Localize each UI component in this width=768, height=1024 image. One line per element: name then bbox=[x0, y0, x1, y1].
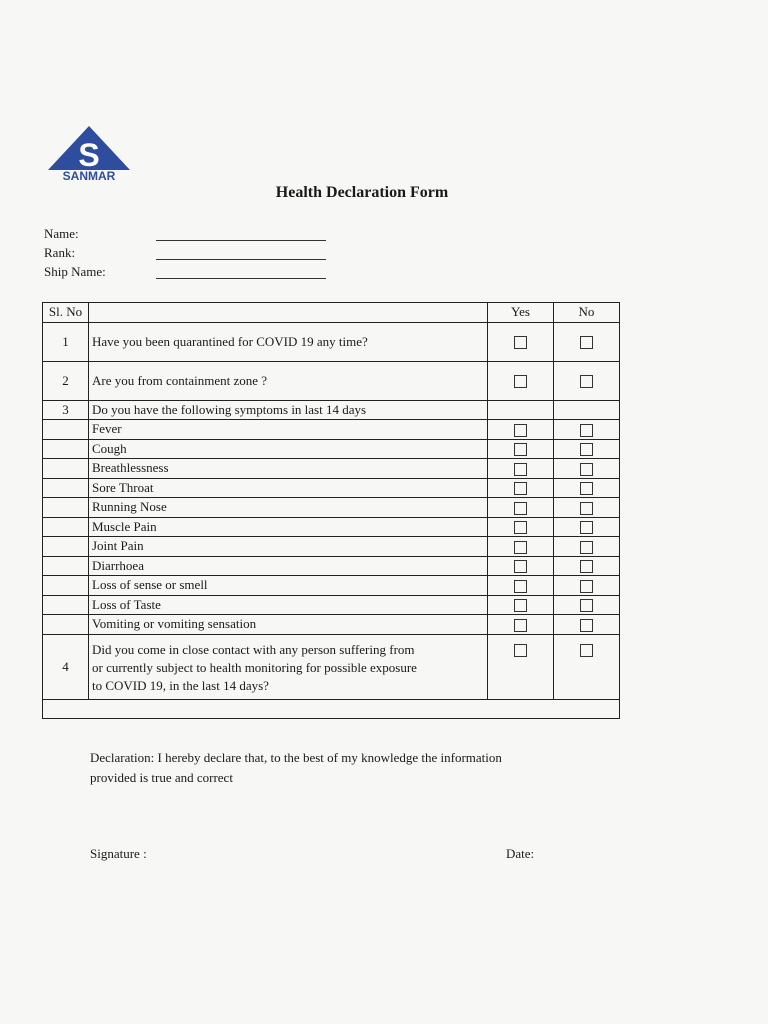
table-row bbox=[43, 361, 620, 400]
no-checkbox[interactable] bbox=[580, 502, 593, 515]
question-text: Are you from containment zone ? bbox=[89, 361, 488, 400]
rank-field[interactable] bbox=[156, 259, 326, 260]
question-text bbox=[89, 634, 488, 699]
symptom-row bbox=[43, 615, 620, 635]
symptom-row bbox=[43, 537, 620, 557]
table-row bbox=[43, 322, 620, 361]
yes-checkbox[interactable] bbox=[514, 619, 527, 632]
health-question-table bbox=[42, 302, 620, 719]
question-text: Have you been quarantined for COVID 19 any time? bbox=[89, 322, 488, 361]
svg-text:S: S bbox=[78, 137, 100, 173]
no-checkbox[interactable] bbox=[580, 619, 593, 632]
header-yes: Yes bbox=[488, 303, 554, 323]
rank-label: Rank: bbox=[44, 245, 76, 260]
ship-name-label: Ship Name: bbox=[44, 264, 106, 279]
row-sl: 1 bbox=[43, 322, 89, 361]
question-line: or currently subject to health monitoring for possible exposure bbox=[92, 659, 417, 675]
no-checkbox[interactable] bbox=[580, 424, 593, 437]
table-blank-row bbox=[43, 699, 620, 719]
symptom-label: Cough bbox=[89, 439, 488, 459]
no-checkbox[interactable] bbox=[580, 560, 593, 573]
ship-name-field[interactable] bbox=[156, 278, 326, 279]
symptom-row bbox=[43, 420, 620, 440]
logo-brand-text: SANMAR bbox=[62, 169, 116, 183]
yes-checkbox[interactable] bbox=[514, 644, 527, 657]
yes-checkbox[interactable] bbox=[514, 375, 527, 388]
table-row bbox=[43, 400, 620, 420]
table-header-row bbox=[43, 303, 620, 323]
symptom-label: Loss of sense or smell bbox=[89, 576, 488, 596]
symptom-label: Loss of Taste bbox=[89, 595, 488, 615]
header-sl-no: Sl. No bbox=[43, 303, 89, 323]
no-checkbox[interactable] bbox=[580, 599, 593, 612]
question-line: Did you come in close contact with any person suffering from bbox=[92, 641, 415, 657]
header-no: No bbox=[554, 303, 620, 323]
yes-checkbox[interactable] bbox=[514, 560, 527, 573]
yes-checkbox[interactable] bbox=[514, 482, 527, 495]
no-checkbox[interactable] bbox=[580, 521, 593, 534]
date-label: Date: bbox=[506, 846, 535, 861]
yes-checkbox[interactable] bbox=[514, 443, 527, 456]
name-field[interactable] bbox=[156, 240, 326, 241]
symptom-label: Fever bbox=[89, 420, 488, 440]
yes-checkbox[interactable] bbox=[514, 463, 527, 476]
header-question bbox=[89, 303, 488, 323]
symptom-row bbox=[43, 576, 620, 596]
symptom-label: Joint Pain bbox=[89, 537, 488, 557]
symptom-row bbox=[43, 556, 620, 576]
yes-checkbox[interactable] bbox=[514, 541, 527, 554]
symptom-label: Running Nose bbox=[89, 498, 488, 518]
row-sl: 4 bbox=[43, 634, 89, 699]
name-label: Name: bbox=[44, 226, 79, 241]
row-sl: 3 bbox=[43, 400, 89, 420]
symptom-label: Diarrhoea bbox=[89, 556, 488, 576]
yes-checkbox[interactable] bbox=[514, 521, 527, 534]
question-line: to COVID 19, in the last 14 days? bbox=[92, 677, 269, 693]
symptom-label: Sore Throat bbox=[89, 478, 488, 498]
page-title: Health Declaration Form bbox=[275, 184, 449, 201]
no-checkbox[interactable] bbox=[580, 580, 593, 593]
symptom-label: Vomiting or vomiting sensation bbox=[89, 615, 488, 635]
yes-checkbox[interactable] bbox=[514, 502, 527, 515]
no-checkbox[interactable] bbox=[580, 644, 593, 657]
yes-checkbox[interactable] bbox=[514, 424, 527, 437]
symptom-row bbox=[43, 459, 620, 479]
no-checkbox[interactable] bbox=[580, 463, 593, 476]
yes-checkbox[interactable] bbox=[514, 599, 527, 612]
declaration-line: provided is true and correct bbox=[90, 770, 233, 785]
declaration-text bbox=[90, 748, 610, 788]
no-checkbox[interactable] bbox=[580, 336, 593, 349]
symptom-label: Muscle Pain bbox=[89, 517, 488, 537]
symptom-row bbox=[43, 498, 620, 518]
no-checkbox[interactable] bbox=[580, 482, 593, 495]
yes-checkbox[interactable] bbox=[514, 336, 527, 349]
signature-label: Signature : bbox=[90, 846, 147, 861]
row-sl: 2 bbox=[43, 361, 89, 400]
no-checkbox[interactable] bbox=[580, 375, 593, 388]
symptom-row bbox=[43, 439, 620, 459]
yes-checkbox[interactable] bbox=[514, 580, 527, 593]
no-checkbox[interactable] bbox=[580, 541, 593, 554]
symptom-row bbox=[43, 478, 620, 498]
declaration-line: Declaration: I hereby declare that, to the best of my knowledge the information bbox=[90, 750, 502, 765]
symptom-row bbox=[43, 595, 620, 615]
no-checkbox[interactable] bbox=[580, 443, 593, 456]
question-text: Do you have the following symptoms in last 14 days bbox=[89, 400, 488, 420]
symptom-label: Breathlessness bbox=[89, 459, 488, 479]
symptom-row bbox=[43, 517, 620, 537]
